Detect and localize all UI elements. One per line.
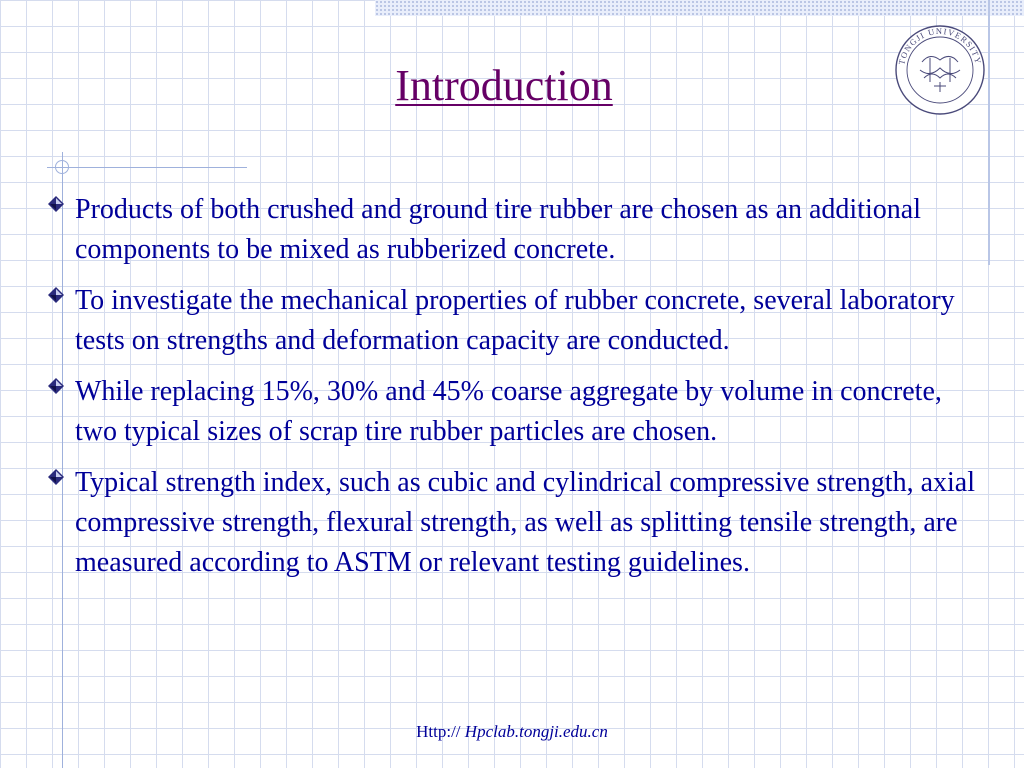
corner-decoration-ring: [55, 160, 69, 174]
diamond-bullet-icon: [48, 196, 64, 212]
bullet-text: To investigate the mechanical properties of rubber concrete, several laboratory tests on strengths and deformation capacity are conducted.: [75, 285, 955, 356]
footer-link[interactable]: Hpclab.tongji.edu.cn: [464, 722, 608, 741]
bullet-text: Typical strength index, such as cubic and cylindrical compressive strength, axial compressive strength, flexural strength, as well as splitting tensile strength, are measured according to ASTM or relevant testing guidelines.: [75, 467, 975, 578]
bullet-list: [36, 190, 981, 594]
corner-decoration-horizontal: [47, 167, 247, 168]
bullet-text: Products of both crushed and ground tire rubber are chosen as an additional components to be mixed as rubberized concrete.: [75, 194, 921, 265]
diamond-bullet-icon: [48, 378, 64, 394]
bullet-text: While replacing 15%, 30% and 45% coarse aggregate by volume in concrete, two typical sizes of scrap tire rubber particles are chosen.: [75, 376, 942, 447]
bullet-item: [36, 281, 981, 361]
bullet-item: [36, 190, 981, 270]
bullet-item: [36, 463, 981, 583]
diamond-bullet-icon: [48, 469, 64, 485]
footer-prefix: Http://: [416, 722, 461, 741]
seal-text: TONGJI UNIVERSITY: [896, 25, 984, 66]
diamond-bullet-icon: [48, 287, 64, 303]
slide-title: Introduction: [395, 61, 613, 110]
slide-footer: [0, 722, 1024, 742]
right-decorative-rule: [988, 0, 990, 265]
bullet-item: [36, 372, 981, 452]
top-decorative-band: [375, 0, 1024, 16]
tongji-university-seal-icon: [894, 24, 986, 116]
